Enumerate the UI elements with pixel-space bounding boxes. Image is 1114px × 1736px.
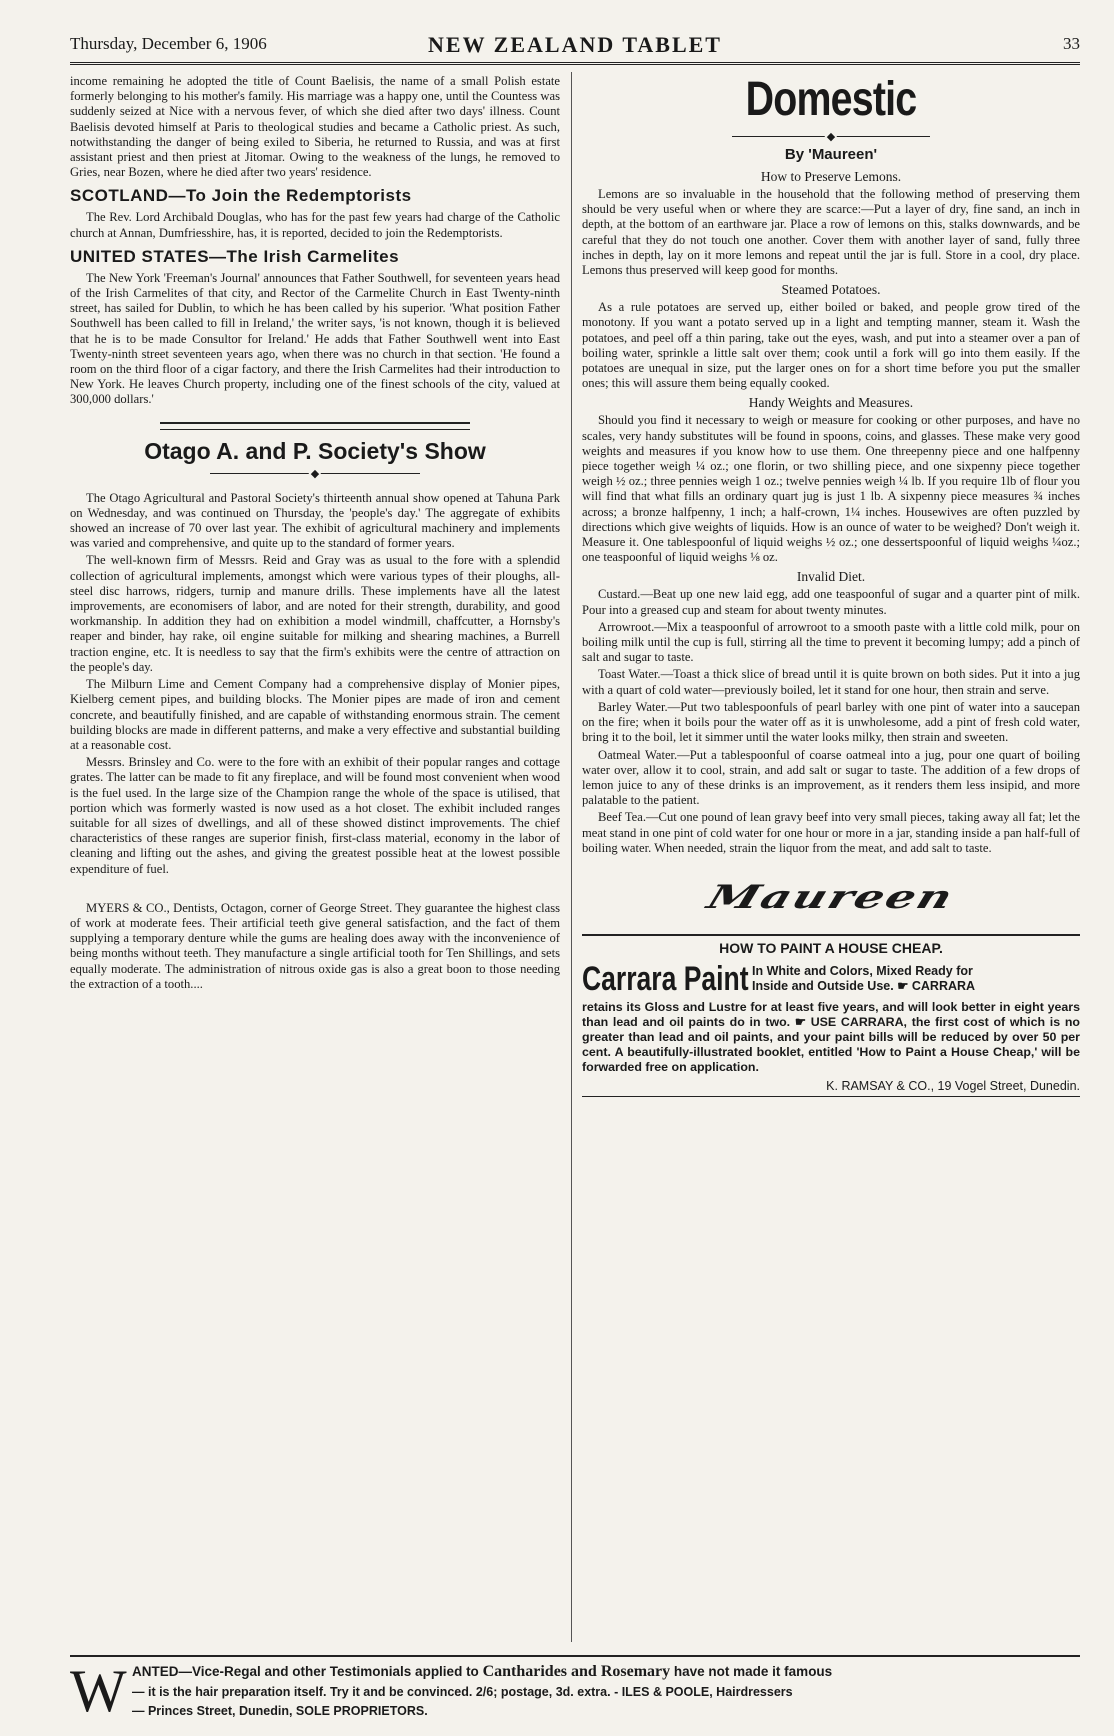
spacer	[70, 879, 560, 901]
ad-body: retains its Gloss and Lustre for at least five years, and will look better in eight years than lead and oil paints do in two. ☛ USE CARRARA, the first cost of which is no greater than lead and oil paints, and your paint bills will be reduced by over 50 per cent. A beautifully-illustrated booklet, entitled 'How to Paint a House Cheap,' will be forwarded free on application.	[582, 999, 1080, 1074]
section-rule	[160, 422, 470, 430]
ad-side-line: Inside and Outside Use. ☛ CARRARA	[752, 978, 976, 993]
article-weights: Should you find it necessary to weigh or measure for cooking or other purposes, and have no scales, very handy substitutes will be found in spoons, coins, and glasses. These make very good weights and measures if you know how to use them. One threepenny piece and one halfpenny piece together weigh ¼ oz.; one florin, or two shilling piece, and one sixpenny piece together weigh ½ oz.; three pennies weigh 1 oz.; twelve pennies weigh ¼ lb. If you require 1lb of flour you will find that what fills an ordinary quart jug is just 1 lb. A sixpenny piece measures ¾ inches across; a bronze halfpenny, 1 inch; a half-crown, 1¼ inches. Housewives are often puzzled by directions which give weights of liquids. How is an ounce of water to be weighed? Don't weigh it. Measure it. One tablespoonful of liquid weighs ½ oz.; one dessertspoonful of liquid weighs ¼oz.; one teaspoonful of liquid weighs ⅛ oz.	[582, 413, 1080, 565]
recipe-arrowroot: Arrowroot.—Mix a teaspoonful of arrowroot to a smooth paste with a little cold milk, pour on boiling milk until the cup is full, stirring all the time to prevent it becoming lumpy; add a pinch of salt and sugar to taste.	[582, 619, 1080, 665]
recipe-beef-tea: Beef Tea.—Cut one pound of lean gravy beef into very small pieces, taking away all fat; let the meat stand in one pint of cold water for one hour or more in a jar, standing inside a pan half-full of boiling water. When needed, strain the liquor from the meat, and add salt to taste.	[582, 810, 1080, 855]
byline: By 'Maureen'	[784, 146, 878, 163]
signature-maureen: Maureen	[702, 878, 960, 916]
masthead	[70, 30, 1080, 65]
otago-paragraph-1: The Otago Agricultural and Pastoral Society's thirteenth annual show opened at Tahuna Park on Wednesday, and was continued on Thursday, the 'people's day.' The aggregate of exhibits showed an increase of 70 over last year. The exhibit of agricultural machinery and implements was varied and comprehensive, and quite up to the standard of former years.	[70, 490, 560, 551]
article-united-states: The New York 'Freeman's Journal' announces that Father Southwell, for seventeen years head of the Irish Carmelites of that city, and Rector of the Carmelite Church in East Twenty-ninth street, has sailed for Dublin, to which he has been called by his superior. 'What position Father Southwell has been called to fill in Ireland,' the writer says, 'is not known, though it is believed that he is to be made Consultor for Ireland.' He adds that Father Southwell went into East Twenty-ninth street seventeen years ago, when there was no church in that section. 'He found a room on the third floor of a cigar factory, and there the Irish Carmelites had their introduction to New York. He leaves Church property, including one of the finest schools of the city, valued at 300,000 dollars.'	[70, 270, 560, 407]
right-column	[582, 74, 1080, 1097]
drop-cap: W	[70, 1658, 127, 1724]
ad-brand-side	[752, 964, 975, 994]
ad-brand-row	[582, 960, 1080, 998]
heading-scotland: SCOTLAND—To Join the Redemptorists	[70, 186, 412, 206]
heading-united-states: UNITED STATES—The Irish Carmelites	[70, 246, 400, 266]
heading-weights: Handy Weights and Measures.	[748, 395, 914, 411]
heading-invalid-diet: Invalid Diet.	[796, 569, 866, 585]
recipe-lemons: Lemons are so invaluable in the household that the following method of preserving them should be very useful when or where they are scarce:—Put a layer of dry, fine sand, an inch in depth, at the bottom of an earthware jar. Place a row of lemons on this, stalks downwards, and be careful that they do not touch one another. Cover them with another layer of sand, fully three inches in depth, lay on it more lemons and repeat until the jar is full. Store in a cool, dry place. Lemons thus preserved will keep good for months.	[582, 187, 1080, 278]
article-scotland: The Rev. Lord Archibald Douglas, who has for the past few years had charge of the Catholic church at Annan, Dumfriesshire, has, it is reported, decided to join the Redemptorists.	[70, 210, 560, 240]
diamond-rule: ◆	[732, 132, 930, 142]
heading-potatoes: Steamed Potatoes.	[781, 282, 881, 298]
footer-advertisement	[70, 1655, 1080, 1725]
recipe-oatmeal-water: Oatmeal Water.—Put a tablespoonful of coarse oatmeal into a jug, pour one quart of boiling water over, allow it to cool, strain, and add salt or sugar to taste. The addition of a few drops of lemon juice to any of these drinks is an improvement, as it renders them less insipid, and more palatable to the patient.	[582, 747, 1080, 808]
recipe-custard: Custard.—Beat up one new laid egg, add one teaspoonful of sugar and a quarter pint of milk. Pour into a greased cup and steam for about twenty minutes.	[582, 587, 1080, 617]
left-column	[70, 74, 560, 994]
heading-lemons: How to Preserve Lemons.	[760, 169, 902, 184]
ad-side-line: In White and Colors, Mixed Ready for	[752, 963, 973, 978]
domestic-title: Domestic	[745, 73, 917, 126]
column-divider	[571, 72, 572, 1642]
page-number: 33	[1063, 34, 1080, 53]
issue-date: Thursday, December 6, 1906	[70, 34, 267, 53]
recipe-potatoes: As a rule potatoes are served up, either boiled or baked, and people grow tired of the monotony. If you want a potato served up in a light and tempting manner, steam it. Wash the potatoes, and peel off a thin paring, take out the eyes, wash, and put into a steamer over a pan of boiling water, sprinkle a little salt over them; cook until a fork will go into them easily. If the potatoes are unequal in size, put the larger ones on for a short time before you put the smaller ones; this will assure them being equally cooked.	[582, 300, 1080, 391]
myers-dentists-notice: MYERS & CO., Dentists, Octagon, corner of George Street. They guarantee the highest class of work at moderate fees. Their artificial teeth give general satisfaction, and the fact of them supplying a temporary denture while the gums are healing does away with the inconvenience of being months without teeth. They manufacture a single artificial tooth for Ten Shillings, and sets equally moderate. The administration of nitrous oxide gas is also a great boon to those needing the extraction of a tooth....	[70, 900, 560, 991]
recipe-barley-water: Barley Water.—Put two tablespoonfuls of pearl barley with one pint of water into a saucepan on the fire; when it boils pour the water off as it is unwholesome, add a pint of fresh cold water, bring it to the boil, let it simmer until the water looks milky, then strain and sweeten.	[582, 699, 1080, 745]
footer-line-1: ANTED—Vice-Regal and other Testimonials applied to Cantharides and Rosemary have not made it famous	[132, 1663, 833, 1680]
heading-otago-show: Otago A. and P. Society's Show	[144, 437, 486, 464]
otago-paragraph-4: Messrs. Brinsley and Co. were to the fore with an exhibit of their popular ranges and cottage grates. The latter can be made to fit any fireplace, and will be found most convenient when wood is the fuel used. In the large size of the Champion range the whole of the space is utilised, that portion which was formerly wasted is now used as a hot closet. The exhibit included ranges suitable for all sizes of dwellings, and all of these showed distinct improvements. The chief characteristics of these ranges are superior finish, first-class material, economy in the labor of cleaning and lifting out the ashes, and giving the greatest possible heat at the lowest possible expenditure of fuel.	[70, 755, 560, 876]
article-count-baelisis: income remaining he adopted the title of Count Baelisis, the name of a small Polish estate formerly belonging to his mother's family. His marriage was a happy one, until the Countess was suddenly seized at Nice with a nervous fever, of which she died after two days' illness. Count Baelisis devoted himself at Paris to theological studies and became a Catholic priest. As such, notwithstanding the danger of being exiled to Siberia, he returned to Russia, and was at first assistant priest and then priest at Jitomar. Owing to the weakness of the lungs, he removed to Gries, near Bozen, where he died after two years' residence.	[70, 74, 560, 180]
footer-line-2: — it is the hair preparation itself. Try it and be convinced. 2/6; postage, 3d. extra. - ILES & POOLE, Hairdressers	[132, 1685, 793, 1699]
ad-brand: Carrara Paint	[582, 959, 749, 998]
carrara-paint-ad	[582, 934, 1080, 1097]
diamond-rule: ◆	[210, 469, 420, 479]
ad-advertiser: K. RAMSAY & CO., 19 Vogel Street, Dunedin.	[582, 1079, 1080, 1097]
recipe-toast-water: Toast Water.—Toast a thick slice of bread until it is quite brown on both sides. Put it into a jug with a quart of cold water—previously boiled, let it stand for one hour, then strain and serve.	[582, 667, 1080, 697]
otago-paragraph-2: The well-known firm of Messrs. Reid and Gray was as usual to the fore with a splendid collection of agricultural implements, amongst which were various types of their ploughs, all-steel disc harrows, ridgers, turnip and manure drills. These implements have all the latest improvements, are economisers of labor, and are noted for their strength, durability, and good workmanship. In addition they had on exhibition a model windmill, chaffcutter, a Hornsby's reaper and binder, hay rake, oil engine suitable for milking and shearing machines, a Burrell traction engine, etc. It is needless to say that the firm's exhibits were the centre of attraction on the people's day.	[70, 553, 560, 674]
newspaper-title: NEW ZEALAND TABLET	[428, 32, 722, 57]
otago-paragraph-3: The Milburn Lime and Cement Company had a comprehensive display of Monier pipes, Kielberg cement pipes, and building blocks. The Monier pipes are made of iron and cement concrete, and beautifully finished, and are capable of withstanding enormous strain. The cement building blocks are made in different patterns, and make a very effective and substantial building at a reasonable cost.	[70, 677, 560, 752]
footer-line-3: — Princes Street, Dunedin, SOLE PROPRIETORS.	[132, 1704, 428, 1718]
ad-headline: HOW TO PAINT A HOUSE CHEAP.	[719, 939, 943, 956]
